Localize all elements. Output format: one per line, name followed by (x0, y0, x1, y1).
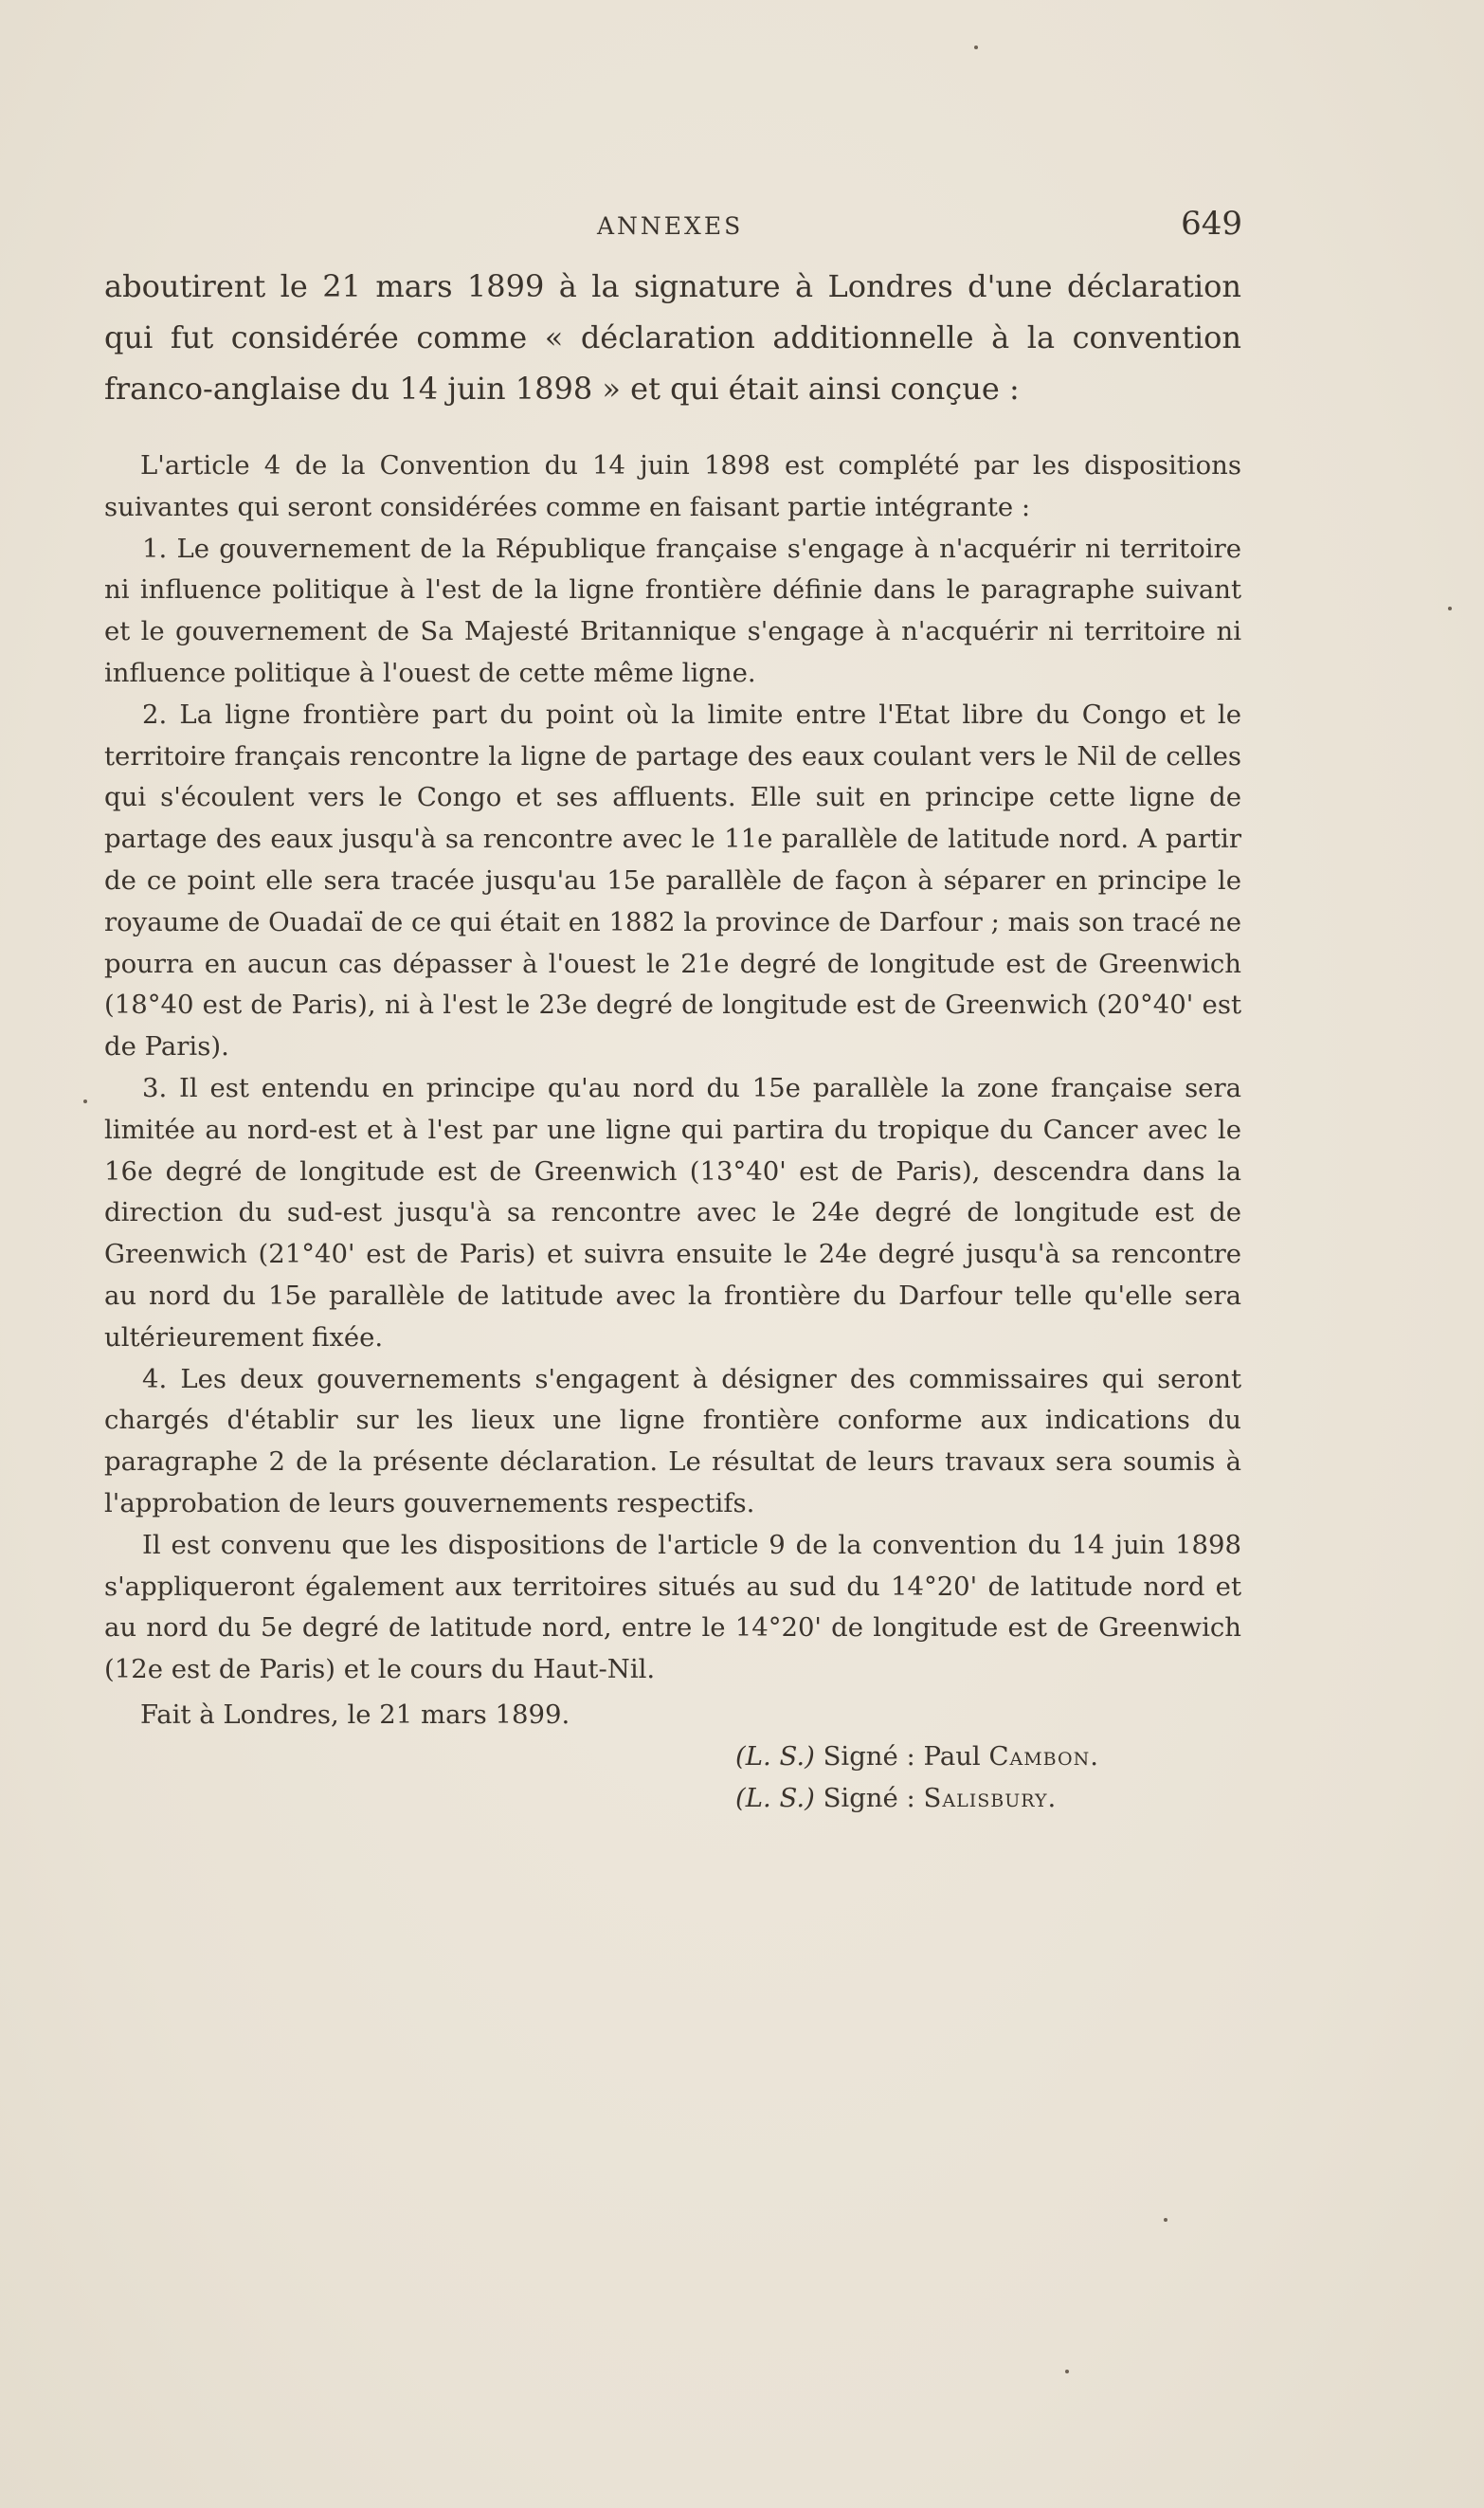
article-4: 4. Les deux gouvernements s'engagent à désigner des commissaires qui seront chargés d'établir sur les lieux une ligne frontière conforme aux indications du paragraphe 2 de la présente déclaration. Le résultat de leurs travaux sera soumis à l'approbation de leurs gouvernements respectifs. (104, 1363, 1241, 1518)
page-header (104, 205, 1242, 248)
declaration-text (104, 445, 1241, 1819)
paper-speck (83, 1100, 87, 1103)
seal-mark: (L. S.) (735, 1740, 815, 1772)
seal-mark: (L. S.) (735, 1782, 815, 1813)
signatory-last-name: Cambon. (988, 1740, 1099, 1772)
signed-label: Signé : (823, 1740, 915, 1772)
article-3: 3. Il est entendu en principe qu'au nord du 15e parallèle la zone française sera limitée au nord-est et à l'est par une ligne qui partira du tropique du Cancer avec le 16e degré de longitude est de Greenwich (13°40' est de Paris), descendra dans la direction du sud-est jusqu'à sa rencontre avec le 24e degré de longitude est de Greenwich (21°40' est de Paris) et suivra ensuite le 24e degré jusqu'à sa rencontre au nord du 15e parallèle de latitude avec la frontière du Darfour telle qu'elle sera ultérieurement fixée. (104, 1072, 1241, 1353)
article-1: 1. Le gouvernement de la République française s'engage à n'acquérir ni territoire ni influence politique à l'est de la ligne frontière définie dans le paragraphe suivant et le gouvernement de Sa Majesté Britannique s'engage à n'acquérir ni territoire ni influence politique à l'ouest de cette même ligne. (104, 533, 1241, 688)
declaration-preamble: L'article 4 de la Convention du 14 juin 1898 est complété par les dispositions suivantes qui seront considérées comme en faisant partie intégrante : (104, 450, 1241, 522)
intro-text: aboutirent le 21 mars 1899 à la signature à Londres d'une déclaration qui fut considérée comme « déclaration additionnelle à la convention franco-anglaise du 14 juin 1898 » et qui était ainsi conçue : (104, 268, 1241, 407)
paper-speck (1448, 607, 1452, 610)
paper-speck (974, 45, 978, 49)
running-title: ANNEXES (597, 212, 744, 240)
signed-label: Signé : (823, 1782, 915, 1813)
paper-speck (1065, 2370, 1069, 2373)
signature-line-2 (104, 1778, 1241, 1820)
closing-paragraph: Il est convenu que les dispositions de l'article 9 de la convention du 14 juin 1898 s'appliqueront également aux territoires situés au sud du 14°20' de latitude nord et au nord du 5e degré de latitude nord, entre le 14°20' de longitude est de Greenwich (12e est de Paris) et le cours du Haut-Nil. (104, 1529, 1241, 1685)
article-2: 2. La ligne frontière part du point où la limite entre l'Etat libre du Congo et le territoire français rencontre la ligne de partage des eaux coulant vers le Nil de celles qui s'écoulent vers le Congo et ses affluents. Elle suit en principe cette ligne de partage des eaux jusqu'à sa rencontre avec le 11e parallèle de latitude nord. A partir de ce point elle sera tracée jusqu'au 15e parallèle de façon à séparer en principe le royaume de Ouadaï de ce qui était en 1882 la province de Darfour ; mais son tracé ne pourra en aucun cas dépasser à l'ouest le 21e degré de longitude est de Greenwich (18°40 est de Paris), ni à l'est le 23e degré de longitude est de Greenwich (20°40' est de Paris). (104, 699, 1241, 1063)
intro-paragraph (104, 261, 1241, 414)
paper-speck (1164, 2218, 1167, 2222)
signature-block (104, 1695, 1241, 1819)
signature-line-1 (104, 1736, 1241, 1778)
page-number: 649 (1181, 205, 1242, 243)
signatory-last-name: Salisbury. (923, 1782, 1058, 1813)
done-at-line: Fait à Londres, le 21 mars 1899. (140, 1699, 570, 1730)
signatory-first-name: Paul (923, 1740, 981, 1772)
